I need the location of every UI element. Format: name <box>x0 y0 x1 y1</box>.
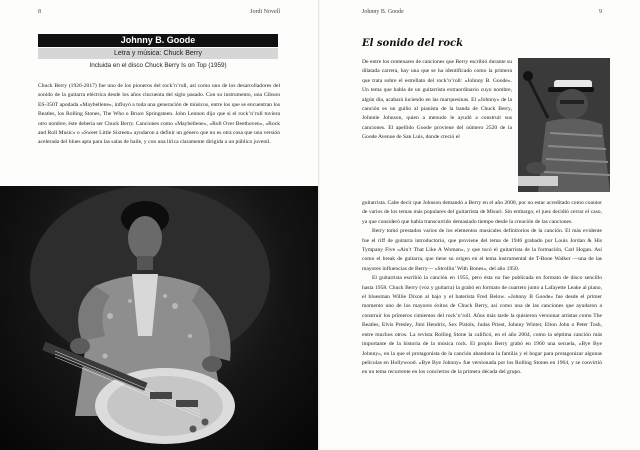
paragraph-lawsuit: guitarrista. Cabe decir que Johnson demandó a Berry en el año 2000, por no estar acreditado como coautor de varios de los temas más populares del guitarrista de Misuri. Sin embargo, el juez decidió cerrar el caso, ya que consideró que había transcurrido demasiado tiempo desde la creación de las canciones. <box>362 200 602 225</box>
right-running-head: Johnny B. Goode <box>362 9 404 15</box>
intro-paragraph: Chuck Berry (1926-2017) fue uno de los pioneros del rock’n’roll, así como uno de los desarrolladores del sonido de la guitarra eléctrica desde los años cincuenta del siglo pasado. Con su instrumento, una Gibson ES-350T apodada «Maybellene», influyó a toda una generación de músicos, entre los que se encuentran los Beatles, los Rolling Stones, The Who o Bruce Springsteen. John Lennon dijo que si el rock’n’roll tuviera otro nombre, éste debería ser Chuck Berry. Canciones como «Maybellene», «Roll Over Beethoven», «Rock and Roll Music» o «Sweet Little Sixteen» ayudaron a definir un género que no es otra cosa que una versión acelerada del blues apta para las salas de baile, y con una lírica claramente dirigida a un público juvenil. <box>38 83 280 146</box>
album-note: Incluida en el disco Chuck Berry Is on Top (1959) <box>89 62 227 69</box>
right-folio: 9 <box>599 9 602 15</box>
section-title: El sonido del rock <box>362 38 464 49</box>
song-title: Johnny B. Goode <box>38 34 278 47</box>
johnnie-johnson-photo <box>518 58 610 192</box>
song-credits: Letra y música: Chuck Berry <box>38 48 278 59</box>
left-folio: 8 <box>38 9 41 15</box>
column-paragraph: De entre los centenares de canciones que Berry escribió durante su dilatada carrera, hay una que se ha identificado como la primera que trata sobre el estrellato del rock’n’roll: «Johnny B. Goode». Un tema que habla de un guitarrista extraordinario cuyo nombre, algún día, acabará luciendo en las marquesinas. El «Johnny» de la canción es un guiño al pianista de la banda de Chuck Berry, Johnnie Johnson, quien a menudo le ayudó a construir sus canciones. El apellido Goode proviene del número 2520 de la Goode Avenue de San Luis, donde creció el <box>362 59 512 141</box>
paragraph-recording: El guitarrista escribió la canción en 1955, pero ésta no fue publicada en formato de disco sencillo hasta 1958. Chuck Berry (voz y guitarra) la grabó en formato de cuarteto junto a Lafayette Leake al piano, el bluesman Willie Dixon al bajo y el baterista Fred Below. «Johnny B Goode» fue desde el primer momento uno de los mayores éxitos de Chuck Berry, así como una de las canciones que ayudaron a construir los primeros cimientos del rock’n’roll. Años más tarde la quisieron versionar artistas como The Beatles, Elvis Presley, Jimi Hendrix, Sex Pistols, Judas Priest, Johnny Winter, Elton John o Peter Tosh, entre muchos otros. La revista Rolling Stone la calificó, en el año 2004, como la séptima canción más importante de la historia de la música rock. El propio Berry grabó en 1960 una secuela, «Bye Bye Johnny», en la que el protagonista de la canción abandona la familia y el hogar para protagonizar algunas películas en Hollywood. «Bye Bye Johnny» fue versionada por los Rolling Stones en 1964, y se convirtió en un tema recurrente en los conciertos de la primera década del grupo. <box>362 275 602 376</box>
paragraph-influences: Berry tomó prestados varios de los elementos musicales definitorios de la canción. El más evidente fue el riff de guitarra introductorio, que proviene del tema de 1946 grabado por Louis Jordan & His Tympany Five «Ain’t That Like A Woman», y que tocó el guitarrista de la formación, Carl Hogan. Así como el break de guitarra, que tiene su origen en el tema instrumental de T-Bone Walker —una de las mayores influencias de Berry— «Strollin’ With Bones», del año 1950. <box>362 228 602 272</box>
chuck-berry-photo <box>0 186 320 450</box>
left-running-head: Jordi Novell <box>250 9 280 15</box>
full-width-text <box>362 199 602 378</box>
